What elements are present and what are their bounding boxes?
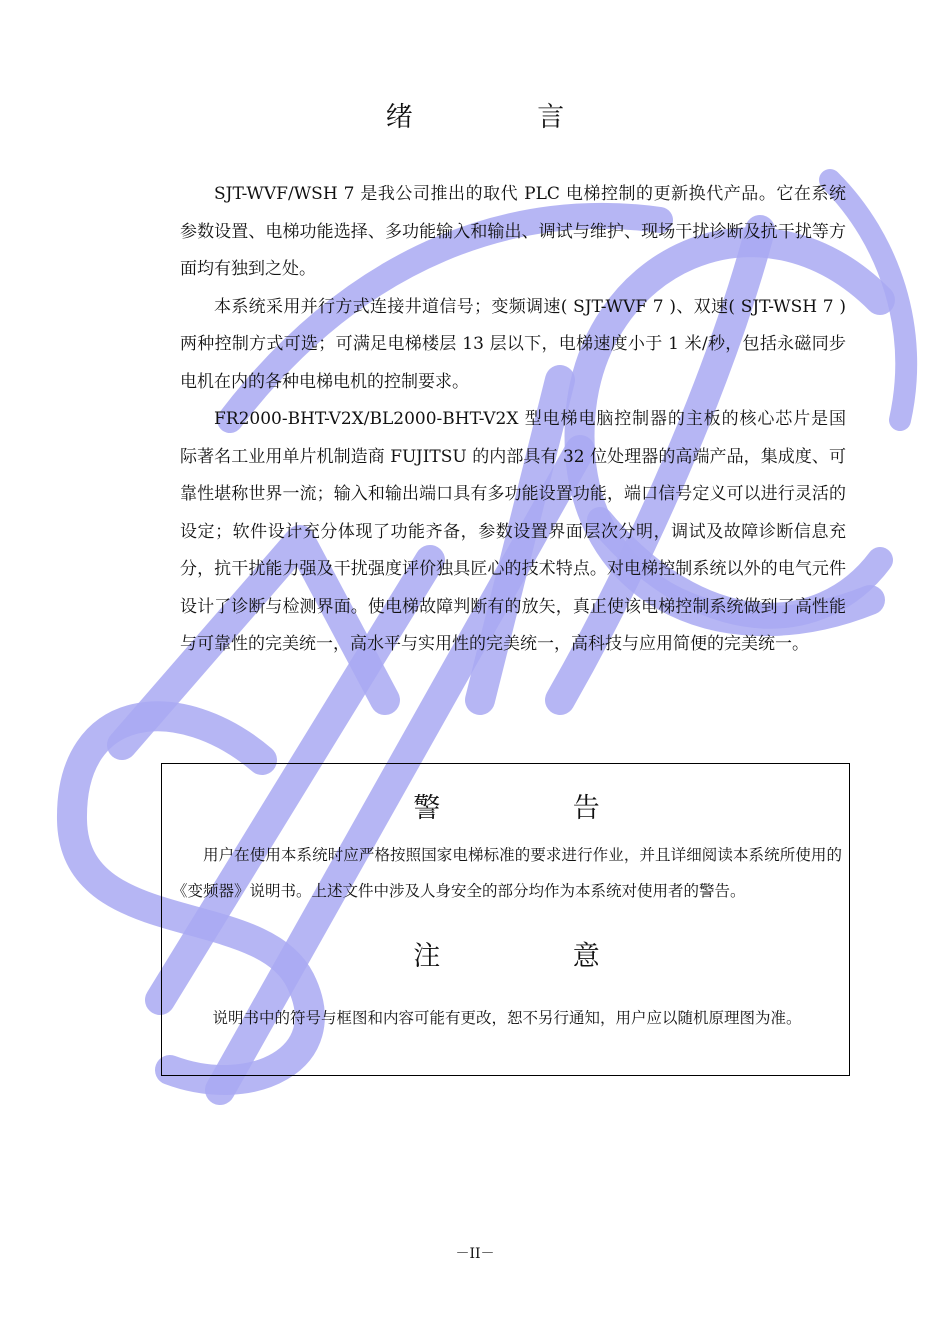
note-text: 说明书中的符号与框图和内容可能有更改，恕不另行通知，用户应以随机原理图为准。 (212, 1009, 802, 1027)
page-number: －II－ (455, 1246, 495, 1262)
paragraph: FR2000-BHT-V2X/BL2000-BHT-V2X 型电梯电脑控制器的主板的核心芯片是国际著名工业用单片机制造商 FUJITSU 的内部具有 32 位处理器的高端产品，集成度、可靠性堪称世界一流；输入和输出端口具有多功能设置功能，端口信号定义可以进行灵活的设定；软件设计充分体现了功能齐备，参数设置界面层次分明，调试及故障诊断信息充分，抗干扰能力强及干扰强度评价独具匠心的技术特点。对电梯控制系统以外的电气元件设计了诊断与检测界面。使电梯故障判断有的放矢，真正使该电梯控制系统做到了高性能与可靠性的完美统一，高水平与实用性的完美统一，高科技与应用简便的完美统一。 (180, 409, 846, 654)
page-title: 绪 言 (385, 102, 623, 133)
warning-text (172, 837, 842, 909)
notice-box (161, 763, 850, 1076)
warning-paragraph: 用户在使用本系统时应严格按照国家电梯标准的要求进行作业，并且详细阅读本系统所使用的《变频器》说明书。上述文件中涉及人身安全的部分均作为本系统对使用者的警告。 (172, 846, 842, 900)
paragraph: SJT-WVF/WSH 7 是我公司推出的取代 PLC 电梯控制的更新换代产品。它在系统参数设置、电梯功能选择、多功能输入和输出、调试与维护、现场干扰诊断及抗干扰等方面均有独到之处。 (180, 184, 846, 279)
paragraph: 本系统采用并行方式连接井道信号；变频调速( SJT-WVF 7 )、双速( SJT-WSH 7 )两种控制方式可选；可满足电梯楼层 13 层以下，电梯速度小于 1 米/秒，包括永磁同步电机在内的各种电梯电机的控制要求。 (180, 296, 846, 392)
warning-heading: 警 告 (413, 793, 662, 824)
note-heading: 注 意 (413, 941, 662, 972)
body-text (180, 176, 846, 664)
